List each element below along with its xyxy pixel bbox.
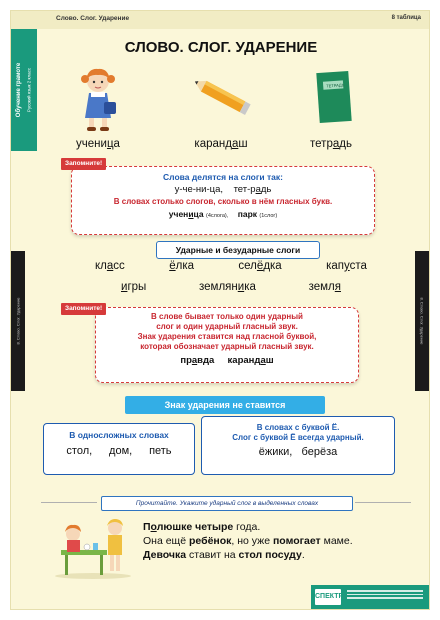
sentence-2: Она ещё ребёнок, но уже помогает маме. (143, 535, 353, 547)
rule-one-stress: В слове бывает только один ударный слог и один ударный гласный звук. (151, 312, 303, 331)
word-pencil: карандаш (194, 138, 248, 150)
left-edge-bar (11, 251, 25, 391)
rule-syllables: Слова делятся на слоги так: (163, 172, 283, 182)
notebook-illustration (315, 69, 353, 125)
syllable-examples: у-че-ни-ца, тет-радь (174, 184, 272, 195)
page-title: СЛОВО. СЛОГ. УДАРЕНИЕ (124, 39, 318, 56)
sentence-3: Девочка ставит на стол посуду. (143, 549, 305, 561)
table-number: 8 таблица (391, 15, 421, 21)
girls-at-table-illustration (51, 516, 135, 580)
poster (10, 10, 430, 610)
yo-letter-box (201, 416, 395, 475)
remember-box-2 (95, 307, 359, 383)
left-edge-label: 8. Слово. Слог. Ударение (15, 297, 21, 345)
section-header-syllables: Ударные и безударные слоги (156, 241, 320, 259)
series-title: Слово. Слог. Ударение (56, 15, 130, 22)
rule-stress-mark: Знак ударения ставится над гласной буквой, которая обозначает ударный гласный звук. (137, 332, 317, 351)
monosyllable-box (43, 423, 195, 475)
monosyllable-words: стол, дом, петь (66, 445, 172, 457)
rule-vowels: В словах столько слогов, сколько в нём гласных букв. (113, 197, 333, 206)
count-examples: ученица (4слога), парк (1слог) (168, 209, 278, 219)
pencil-illustration (189, 77, 259, 117)
syllable-words-row-2: игры земляника земля (121, 281, 341, 293)
divider-right (355, 502, 411, 503)
side-title: Обучение грамоте (16, 62, 22, 118)
right-edge-bar (415, 251, 429, 391)
publisher-info (347, 590, 423, 604)
stress-examples: правда карандаш (180, 355, 274, 366)
monosyllable-title: В односложных словах (69, 430, 169, 440)
remember-tag-2: Запомните! (61, 303, 106, 315)
schoolgirl-illustration (76, 66, 120, 134)
right-edge-label: 8. Слово. Слог. Ударение (419, 297, 425, 345)
divider-left (41, 502, 97, 503)
yo-rule-2: Слог с буквой Ё всегда ударный. (232, 433, 364, 442)
word-notebook: тетрадь (310, 138, 352, 150)
remember-tag-1: Запомните! (61, 158, 106, 170)
yo-rule-1: В словах с буквой Ё. (256, 423, 340, 432)
side-subtitle: Русский язык 2 класс (26, 67, 32, 113)
sentence-1: Полюшке четыре года. (143, 521, 261, 533)
syllable-words-row-1: класс ёлка селёдка капуста (95, 260, 367, 272)
yo-words: ёжики, берёза (258, 446, 338, 458)
word-student: ученица (76, 138, 120, 150)
footer-panel (311, 585, 429, 609)
notebook-label: ТЕТРАДЬ (326, 82, 345, 89)
no-stress-ribbon: Знак ударения не ставится (125, 396, 325, 414)
publisher-logo: СПЕКТР (315, 589, 341, 605)
exercise-instruction: Прочитайте. Укажите ударный слог в выделенных словах (101, 496, 353, 511)
remember-box-1 (71, 166, 375, 235)
